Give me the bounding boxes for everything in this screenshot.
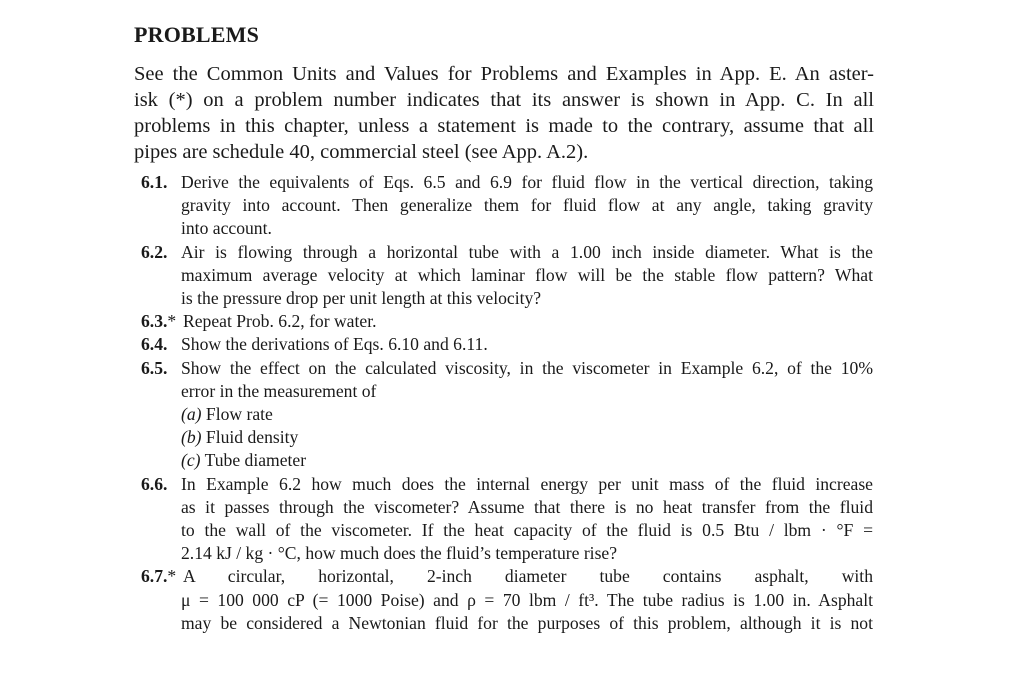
problem-line: to the wall of the viscometer. If the heat capacity of the fluid is 0.5 Btu / lbm · °F =	[181, 520, 873, 541]
answer-asterisk: *	[167, 311, 177, 332]
subitem-text: Fluid density	[205, 427, 299, 448]
problem-line: error in the measurement of	[181, 380, 377, 401]
problem-line: gravity into account. Then generalize them for fluid flow at any angle, taking gravity	[181, 195, 873, 216]
problem-6-7	[0, 565, 1024, 635]
problem-line: 2.14 kJ / kg · °C, how much does the fluid’s temperature rise?	[181, 543, 618, 564]
problem-6-6	[0, 473, 1024, 566]
problem-list	[0, 171, 1024, 635]
problem-number: 6.2.	[141, 241, 168, 262]
problem-line: A circular, horizontal, 2-inch diameter tube contains asphalt, with	[183, 566, 873, 587]
problem-6-5	[0, 357, 1024, 473]
problem-text	[181, 333, 873, 356]
problem-text	[181, 241, 873, 311]
subitem-text: Flow rate	[205, 404, 273, 425]
problem-line: as it passes through the viscometer? Assume that there is no heat transfer from the fluid	[181, 496, 873, 517]
problem-6-2	[0, 241, 1024, 311]
problem-number: 6.5.	[141, 357, 168, 378]
problem-text	[181, 565, 873, 635]
intro-line: pipes are schedule 40, commercial steel (see App. A.2).	[134, 141, 589, 163]
subitem	[181, 449, 1024, 472]
subitem	[181, 426, 1024, 449]
problem-6-4	[0, 333, 1024, 356]
problem-number-value: 6.3.	[141, 311, 168, 332]
intro-paragraph	[134, 61, 874, 165]
problem-number-value: 6.7.	[141, 566, 168, 587]
problem-number: 6.1.	[141, 172, 168, 192]
subitem-label: (c)	[181, 450, 201, 471]
problem-line: Repeat Prob. 6.2, for water.	[183, 311, 377, 332]
problem-text	[181, 310, 873, 333]
problem-line: Show the effect on the calculated viscosity, in the viscometer in Example 6.2, of the 10%	[181, 357, 873, 378]
section-heading: PROBLEMS	[134, 22, 260, 47]
problem-number	[141, 310, 176, 333]
problem-text	[181, 473, 873, 566]
answer-asterisk: *	[167, 566, 177, 587]
problem-text	[181, 357, 873, 403]
problem-6-1	[0, 171, 1024, 241]
problem-line: into account.	[181, 218, 272, 239]
subitem-label: (a)	[181, 404, 202, 425]
problem-line: is the pressure drop per unit length at this velocity?	[181, 288, 542, 309]
problem-line: Air is flowing through a horizontal tube with a 1.00 inch inside diameter. What is the	[181, 241, 873, 262]
problem-line: may be considered a Newtonian fluid for the purposes of this problem, although it is not	[181, 612, 873, 633]
problem-text	[181, 171, 873, 241]
problem-line: μ = 100 000 cP (= 1000 Poise) and ρ = 70 lbm / ft³. The tube radius is 1.00 in. Asphalt	[181, 589, 873, 610]
problem-number	[141, 565, 176, 588]
intro-line: See the Common Units and Values for Problems and Examples in App. E. An aster-	[134, 63, 874, 85]
problem-line: Derive the equivalents of Eqs. 6.5 and 6.9 for fluid flow in the vertical direction, taking	[181, 172, 873, 192]
problem-number: 6.6.	[141, 473, 168, 494]
problem-6-3	[0, 310, 1024, 333]
intro-line: isk (*) on a problem number indicates that its answer is shown in App. C. In all	[134, 89, 874, 111]
intro-line: problems in this chapter, unless a statement is made to the contrary, assume that all	[134, 115, 874, 137]
problem-number: 6.4.	[141, 334, 168, 355]
subitem	[181, 403, 1024, 426]
problem-line: In Example 6.2 how much does the internal energy per unit mass of the fluid increase	[181, 473, 873, 494]
problem-line: maximum average velocity at which laminar flow will be the stable flow pattern? What	[181, 264, 873, 285]
subitem-label: (b)	[181, 427, 202, 448]
subitem-text: Tube diameter	[204, 450, 307, 471]
problem-line: Show the derivations of Eqs. 6.10 and 6.11.	[181, 334, 488, 355]
